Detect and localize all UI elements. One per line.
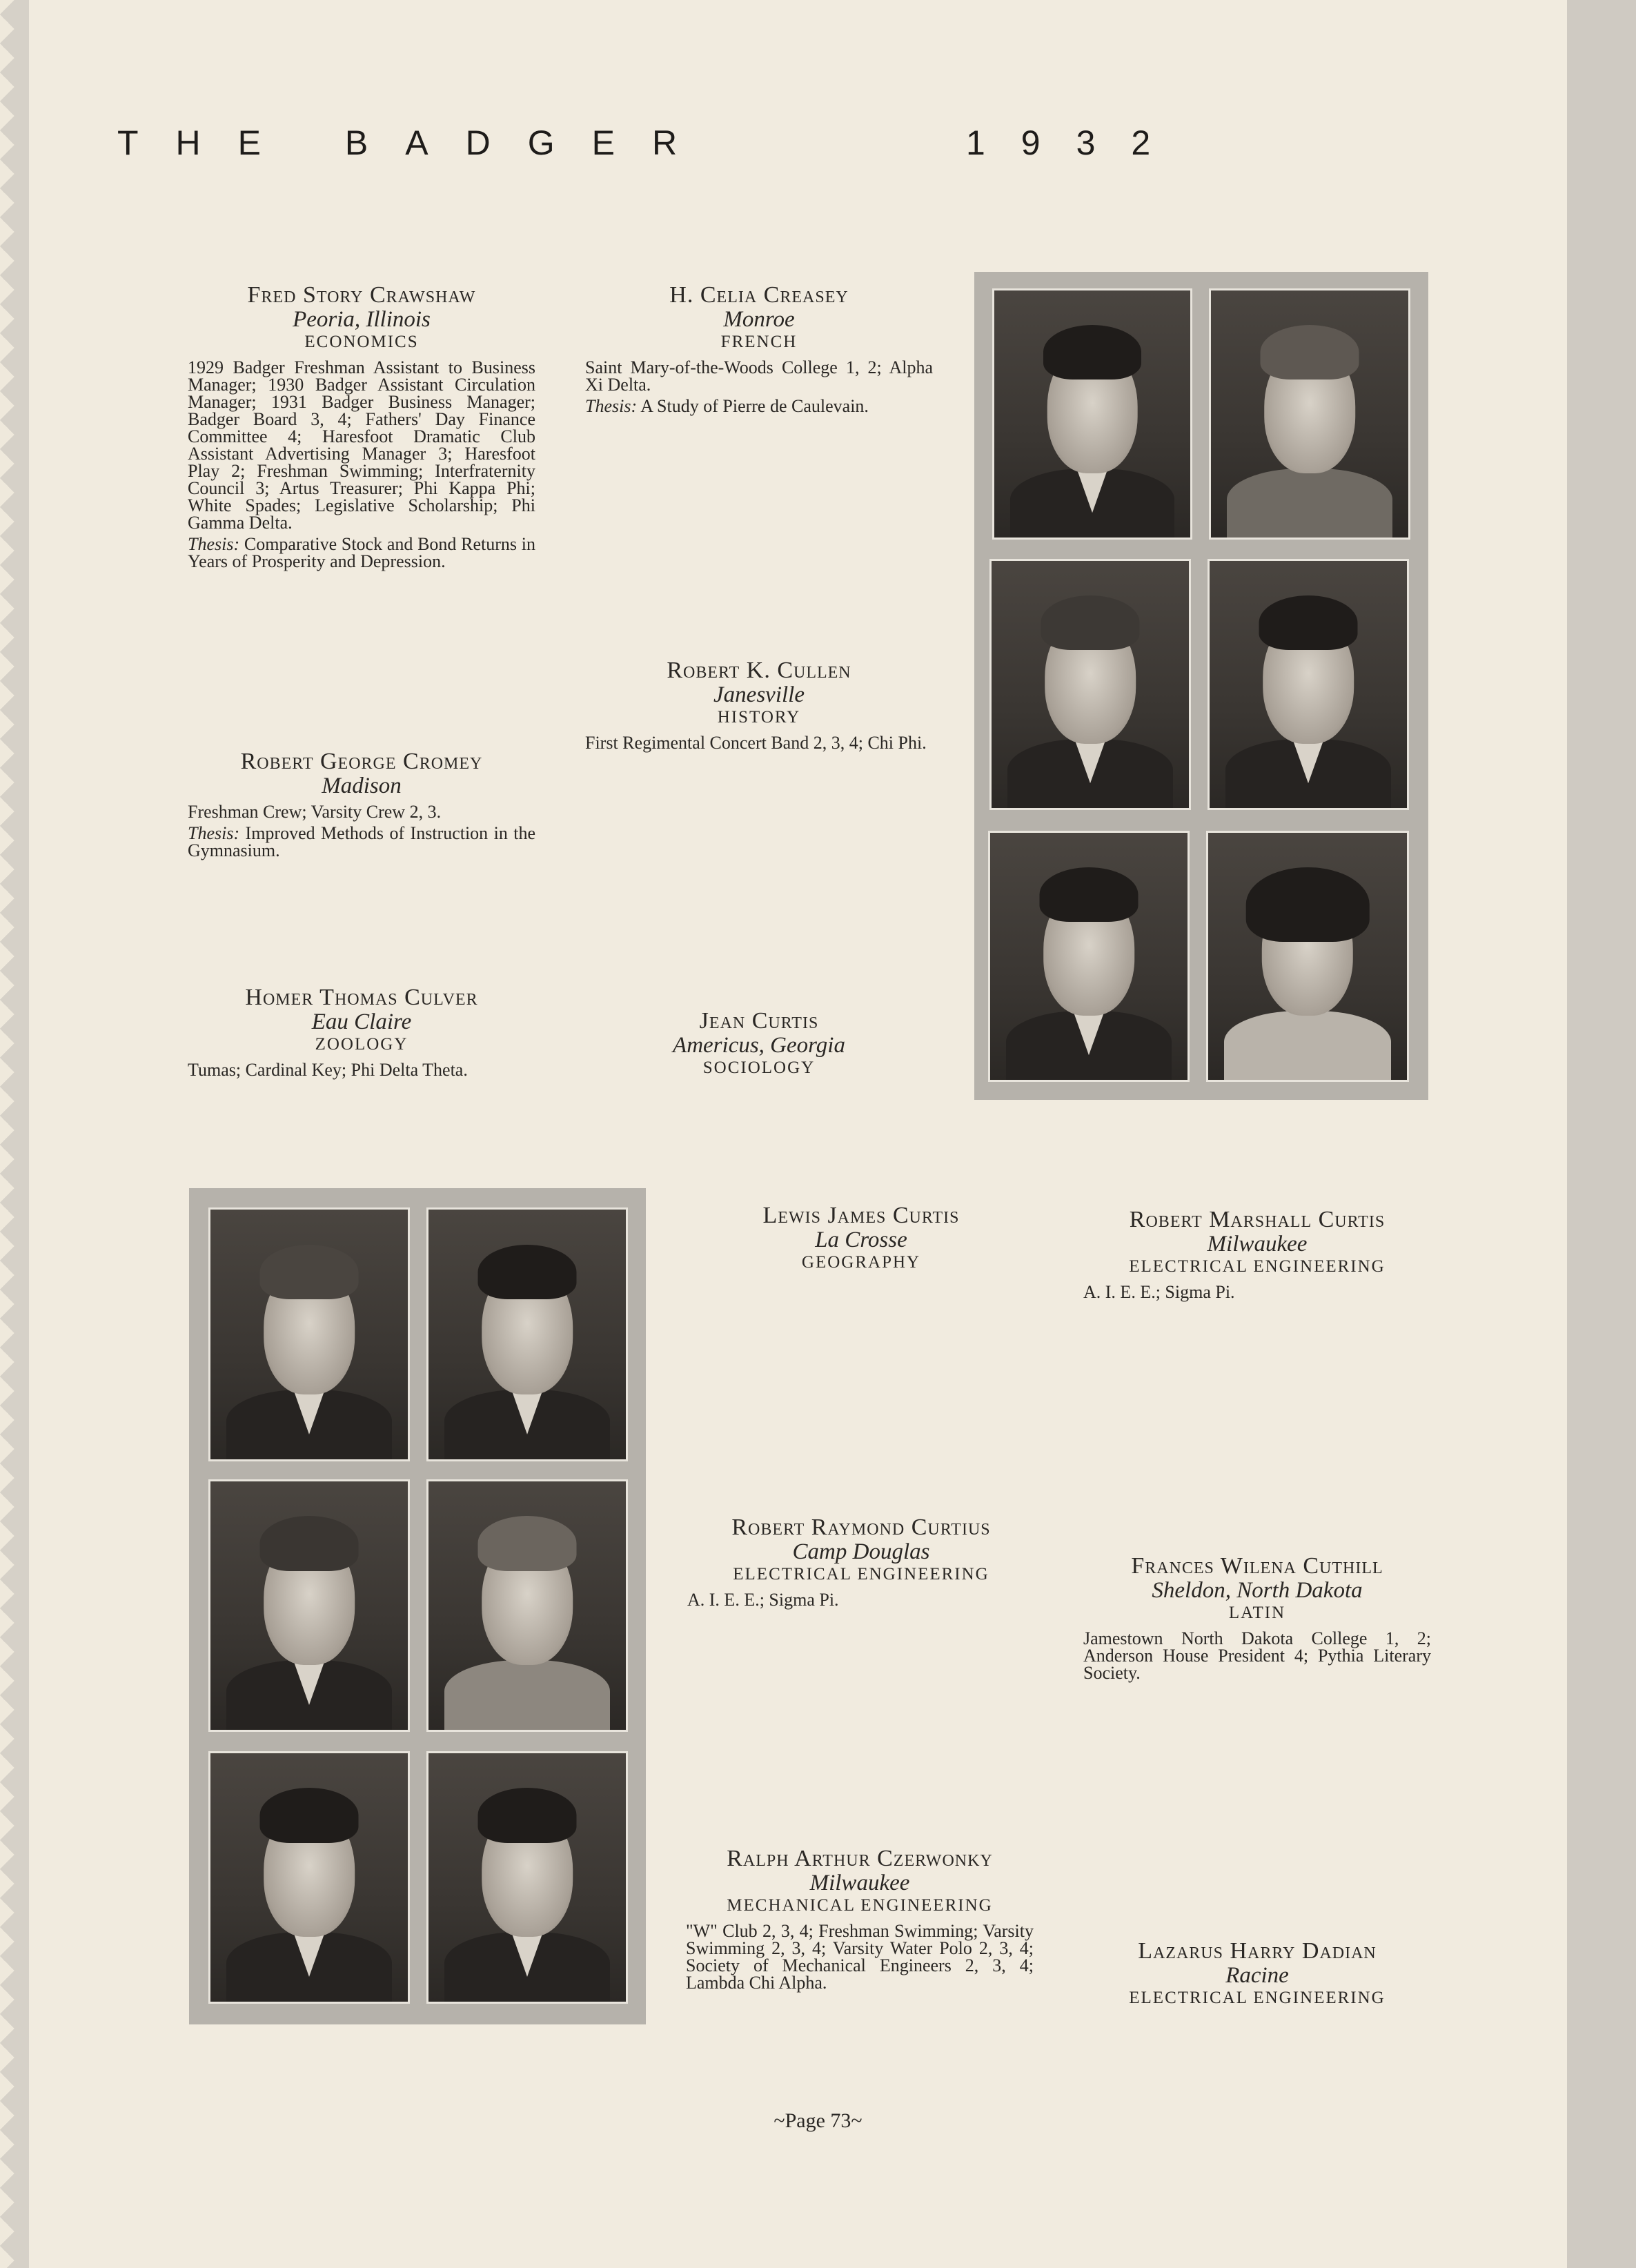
student-major: SOCIOLOGY (702, 1058, 816, 1077)
student-hometown: La Crosse (815, 1227, 907, 1252)
student-name: Robert Marshall Curtis (1129, 1207, 1386, 1232)
page-header-title: THE BADGER (117, 124, 715, 162)
student-name: Lewis James Curtis (762, 1203, 960, 1228)
student-activities: 1929 Badger Freshman Assistant to Business Manager; 1930 Badger Assistant Circulation Manager; 1931 Badger Business Manager; Badger Board 3, 4; Fathers' Day Finance Committee 4; Haresfoot Dramatic Club Assistant Advertising Manager 3; Haresfoot Play 2; Freshman Swimming; Interfraternity Council 3; Artus Treasurer; Phi Kappa Phi; White Spades; Legislative Scholarship; Phi Gamma Delta. (188, 357, 535, 533)
student-thesis (188, 535, 535, 570)
student-major: HISTORY (717, 708, 801, 727)
photo-panel-top (974, 272, 1428, 1100)
portrait-photo (992, 288, 1192, 540)
portrait-photo (208, 1751, 410, 2004)
student-entry (188, 749, 535, 859)
student-entry (686, 1846, 1034, 1991)
portrait-photo (426, 1207, 628, 1461)
student-hometown: Milwaukee (1207, 1232, 1308, 1256)
portrait-photo (988, 831, 1190, 1082)
student-activities: A. I. E. E.; Sigma Pi. (687, 1590, 839, 1610)
student-entry (1083, 1939, 1431, 2009)
student-activities: Jamestown North Dakota College 1, 2; Anderson House President 4; Pythia Literary Society. (1083, 1628, 1431, 1683)
student-entry (188, 985, 535, 1078)
student-major: ECONOMICS (304, 333, 419, 351)
thesis-text: A Study of Pierre de Caulevain. (640, 396, 869, 416)
student-activities: Saint Mary-of-the-Woods College 1, 2; Alpha Xi Delta. (585, 357, 933, 395)
student-name: Lazarus Harry Dadian (1138, 1938, 1377, 1964)
student-hometown: Americus, Georgia (673, 1033, 845, 1058)
student-entry (1083, 1207, 1431, 1301)
student-hometown: Monroe (723, 307, 795, 332)
student-major: GEOGRAPHY (801, 1253, 921, 1272)
student-hometown: Milwaukee (809, 1871, 910, 1895)
student-name: Robert Raymond Curtius (731, 1515, 991, 1540)
student-activities: First Regimental Concert Band 2, 3, 4; Chi Phi. (585, 733, 927, 753)
student-entry (585, 1009, 933, 1079)
portrait-photo (1206, 831, 1409, 1082)
student-hometown: Sheldon, North Dakota (1152, 1578, 1363, 1603)
student-thesis (585, 397, 933, 415)
student-entry (188, 283, 535, 570)
student-major: ELECTRICAL ENGINEERING (733, 1565, 989, 1584)
student-hometown: Racine (1225, 1963, 1289, 1988)
student-major: ZOOLOGY (315, 1035, 408, 1054)
page-number: ~Page 73~ (773, 2109, 863, 2132)
student-name: Robert K. Cullen (667, 658, 851, 683)
student-name: Jean Curtis (699, 1008, 819, 1034)
thesis-text: Improved Methods of Instruction in the Gymnasium. (188, 823, 536, 860)
right-decorative-border (1567, 0, 1636, 2268)
student-hometown: Janesville (713, 682, 805, 707)
student-hometown: Peoria, Illinois (293, 307, 431, 332)
portrait-photo (208, 1207, 410, 1461)
student-name: Homer Thomas Culver (245, 985, 478, 1010)
student-name: H. Celia Creasey (669, 282, 849, 308)
student-name: Robert George Cromey (240, 749, 483, 774)
student-major: FRENCH (720, 333, 798, 351)
student-entry (1083, 1554, 1431, 1682)
portrait-photo (426, 1479, 628, 1732)
student-name: Ralph Arthur Czerwonky (727, 1846, 993, 1871)
portrait-photo (989, 559, 1191, 810)
student-activities: Freshman Crew; Varsity Crew 2, 3. (188, 802, 442, 822)
student-major: ELECTRICAL ENGINEERING (1129, 1989, 1386, 2007)
student-entry (585, 283, 933, 415)
student-name: Frances Wilena Cuthill (1131, 1553, 1383, 1579)
student-name: Fred Story Crawshaw (247, 282, 476, 308)
student-activities: "W" Club 2, 3, 4; Freshman Swimming; Varsity Swimming 2, 3, 4; Varsity Water Polo 2, 3, 4; Society of Mechanical Engineers 2, 3, 4; Lambda Chi Alpha. (686, 1921, 1034, 1993)
student-hometown: Eau Claire (311, 1009, 412, 1034)
student-entry (585, 658, 933, 751)
student-hometown: Camp Douglas (792, 1539, 930, 1564)
portrait-photo (426, 1751, 628, 2004)
student-thesis (188, 825, 535, 859)
student-activities: Tumas; Cardinal Key; Phi Delta Theta. (188, 1060, 468, 1080)
photo-panel-bottom (189, 1188, 646, 2024)
portrait-photo (208, 1479, 410, 1732)
student-entry (687, 1515, 1035, 1608)
left-decorative-border (0, 0, 29, 2268)
thesis-label: Thesis: (585, 396, 638, 416)
student-hometown: Madison (322, 773, 402, 798)
thesis-label: Thesis: (188, 823, 240, 843)
page-header-year: 1932 (966, 124, 1187, 162)
thesis-text: Comparative Stock and Bond Returns in Years of Prosperity and Depression. (188, 534, 535, 571)
student-entry (687, 1203, 1035, 1274)
student-major: LATIN (1228, 1604, 1286, 1622)
portrait-photo (1209, 288, 1410, 540)
thesis-label: Thesis: (188, 534, 240, 554)
student-major: ELECTRICAL ENGINEERING (1129, 1257, 1386, 1276)
portrait-photo (1208, 559, 1409, 810)
student-major: MECHANICAL ENGINEERING (727, 1896, 993, 1915)
student-activities: A. I. E. E.; Sigma Pi. (1083, 1282, 1235, 1302)
